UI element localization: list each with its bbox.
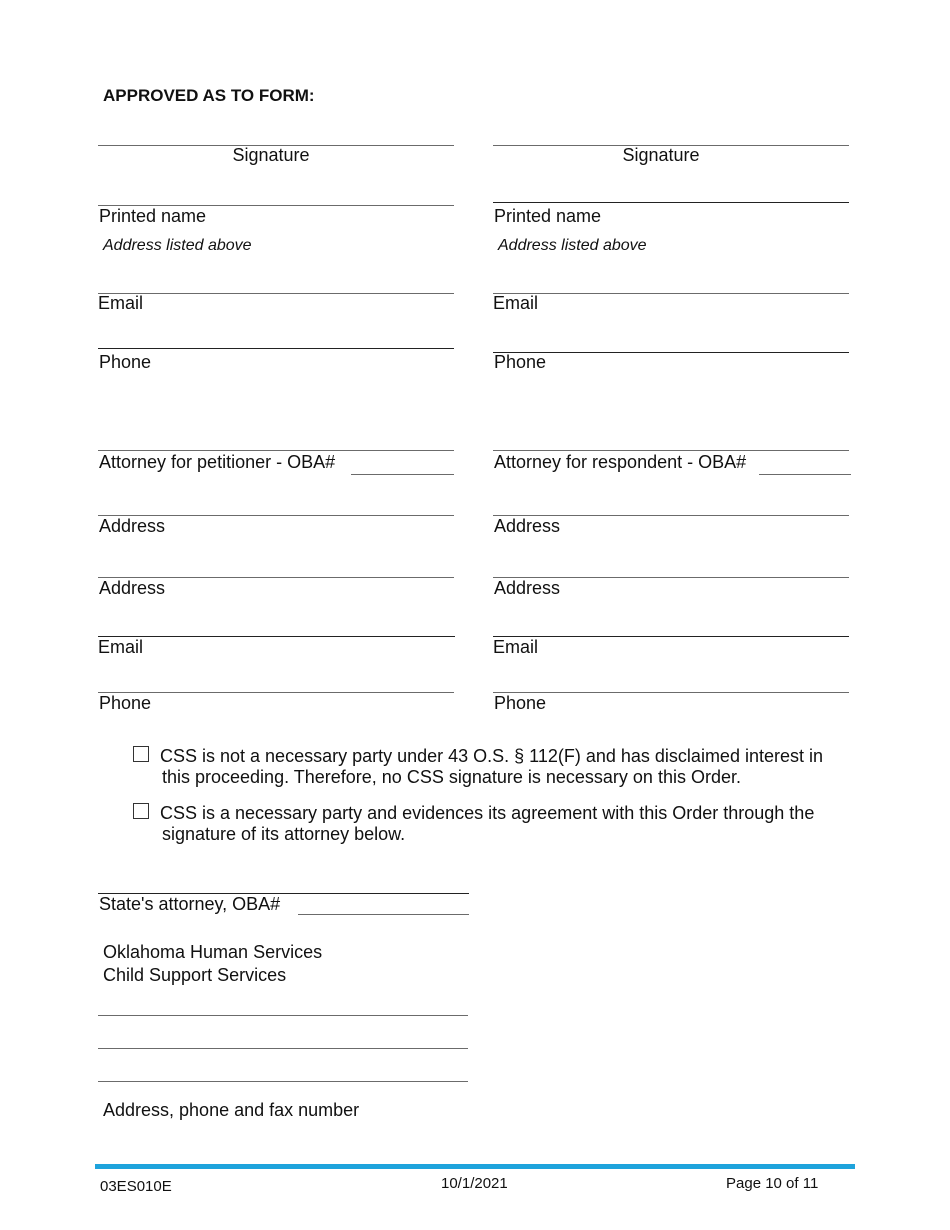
css-necessary-line1: CSS is a necessary party and evidences its agreement with this Order through the <box>160 803 815 823</box>
css-not-necessary-line2: this proceeding. Therefore, no CSS signature is necessary on this Order. <box>162 767 741 787</box>
css-not-necessary-line1: CSS is not a necessary party under 43 O.S. § 112(F) and has disclaimed interest in <box>160 746 823 766</box>
left-phone-label: Phone <box>99 352 152 372</box>
right-address-listed-note: Address listed above <box>498 237 647 254</box>
left-printed-name-label: Printed name <box>99 206 207 226</box>
state-attorney-label: State's attorney, OBA# <box>99 894 281 914</box>
css-necessary-line2: signature of its attorney below. <box>162 824 406 844</box>
left-signature-label: Signature <box>232 145 310 165</box>
left-phone2-label: Phone <box>99 693 152 713</box>
state-address-line-2[interactable] <box>98 1048 468 1049</box>
left-oba-line[interactable] <box>351 474 454 475</box>
left-email-label: Email <box>98 293 144 313</box>
page-number: Page 10 of 11 <box>726 1175 819 1192</box>
right-email-line[interactable] <box>493 293 849 294</box>
left-email2-label: Email <box>98 637 144 657</box>
agency-division: Child Support Services <box>103 965 287 985</box>
right-attorney-line[interactable] <box>493 450 849 451</box>
left-email-line[interactable] <box>98 293 454 294</box>
form-code: 03ES010E <box>100 1178 172 1195</box>
address-phone-fax-label: Address, phone and fax number <box>103 1100 360 1120</box>
left-address2-label: Address <box>99 578 166 598</box>
right-address1-label: Address <box>494 516 561 536</box>
right-email2-label: Email <box>493 637 539 657</box>
css-not-necessary-checkbox[interactable] <box>133 746 149 762</box>
right-signature-label: Signature <box>622 145 700 165</box>
left-email2-line[interactable] <box>98 636 455 637</box>
left-phone2-line[interactable] <box>98 692 454 693</box>
css-necessary-checkbox[interactable] <box>133 803 149 819</box>
right-printed-name-line[interactable] <box>493 202 849 203</box>
state-address-line-1[interactable] <box>98 1015 468 1016</box>
state-oba-line[interactable] <box>298 914 469 915</box>
left-attorney-label: Attorney for petitioner - OBA# <box>99 452 336 472</box>
page-heading: APPROVED AS TO FORM: <box>103 86 315 105</box>
agency-name: Oklahoma Human Services <box>103 942 323 962</box>
form-date: 10/1/2021 <box>441 1175 508 1192</box>
left-attorney-line[interactable] <box>98 450 454 451</box>
right-email2-line[interactable] <box>493 636 849 637</box>
right-phone2-label: Phone <box>494 693 547 713</box>
right-address2-label: Address <box>494 578 561 598</box>
left-address1-label: Address <box>99 516 166 536</box>
right-printed-name-label: Printed name <box>494 206 602 226</box>
left-phone-line[interactable] <box>98 348 454 349</box>
left-address-listed-note: Address listed above <box>103 237 252 254</box>
state-address-line-3[interactable] <box>98 1081 468 1082</box>
right-phone2-line[interactable] <box>493 692 849 693</box>
right-oba-line[interactable] <box>759 474 851 475</box>
right-attorney-label: Attorney for respondent - OBA# <box>494 452 747 472</box>
right-phone-line[interactable] <box>493 352 849 353</box>
right-email-label: Email <box>493 293 539 313</box>
right-phone-label: Phone <box>494 352 547 372</box>
footer-rule <box>95 1164 855 1169</box>
